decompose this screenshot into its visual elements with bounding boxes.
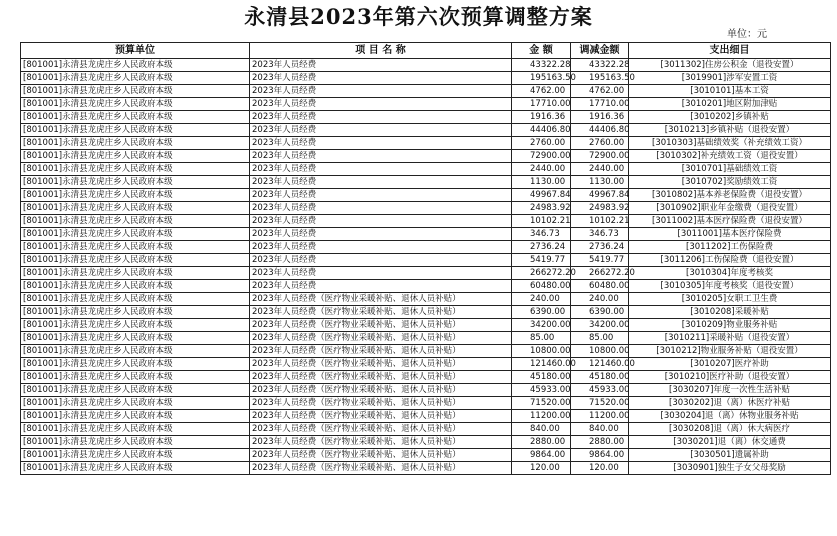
table-row — [21, 319, 831, 332]
table-row — [21, 384, 831, 397]
reduction-amount-cell: 2736.24 — [571, 241, 629, 254]
expense-detail-cell: [3030201]退（离）休交通费 — [629, 436, 831, 449]
project-name-cell: 2023年人员经费（医疗物业采暖补贴、退休人员补贴） — [250, 371, 512, 384]
project-name-cell: 2023年人员经费 — [250, 59, 512, 72]
table-row — [21, 241, 831, 254]
budget-unit-cell: [801001]永清县龙虎庄乡人民政府本级 — [21, 371, 250, 384]
amount-cell: 121460.00 — [512, 358, 571, 371]
expense-detail-cell: [3010305]年度考核奖（退役安置） — [629, 280, 831, 293]
reduction-amount-cell: 120.00 — [571, 462, 629, 475]
amount-cell: 10102.21 — [512, 215, 571, 228]
amount-cell: 17710.00 — [512, 98, 571, 111]
amount-cell: 45180.00 — [512, 371, 571, 384]
expense-detail-cell: [3019901]涉军安置工资 — [629, 72, 831, 85]
expense-detail-cell: [3010302]补充绩效工资（退役安置） — [629, 150, 831, 163]
table-body — [21, 59, 831, 475]
table-row — [21, 202, 831, 215]
project-name-cell: 2023年人员经费（医疗物业采暖补贴、退休人员补贴） — [250, 345, 512, 358]
table-row — [21, 293, 831, 306]
amount-cell: 1130.00 — [512, 176, 571, 189]
expense-detail-cell: [3010101]基本工资 — [629, 85, 831, 98]
budget-unit-cell: [801001]永清县龙虎庄乡人民政府本级 — [21, 280, 250, 293]
budget-unit-cell: [801001]永清县龙虎庄乡人民政府本级 — [21, 254, 250, 267]
reduction-amount-cell: 45933.00 — [571, 384, 629, 397]
project-name-cell: 2023年人员经费（医疗物业采暖补贴、退休人员补贴） — [250, 410, 512, 423]
amount-cell: 60480.00 — [512, 280, 571, 293]
budget-unit-cell: [801001]永清县龙虎庄乡人民政府本级 — [21, 345, 250, 358]
amount-cell: 44406.80 — [512, 124, 571, 137]
budget-adjustment-table — [20, 42, 831, 475]
project-name-cell: 2023年人员经费（医疗物业采暖补贴、退休人员补贴） — [250, 384, 512, 397]
amount-cell: 195163.50 — [512, 72, 571, 85]
budget-unit-cell: [801001]永清县龙虎庄乡人民政府本级 — [21, 111, 250, 124]
table-row — [21, 345, 831, 358]
project-name-cell: 2023年人员经费 — [250, 176, 512, 189]
table-row — [21, 72, 831, 85]
budget-unit-cell: [801001]永清县龙虎庄乡人民政府本级 — [21, 449, 250, 462]
expense-detail-cell: [3011002]基本医疗保险费（退役安置） — [629, 215, 831, 228]
project-name-cell: 2023年人员经费 — [250, 280, 512, 293]
project-name-cell: 2023年人员经费 — [250, 202, 512, 215]
table-row — [21, 371, 831, 384]
project-name-cell: 2023年人员经费（医疗物业采暖补贴、退休人员补贴） — [250, 397, 512, 410]
amount-cell: 9864.00 — [512, 449, 571, 462]
budget-unit-cell: [801001]永清县龙虎庄乡人民政府本级 — [21, 436, 250, 449]
table-row — [21, 98, 831, 111]
project-name-cell: 2023年人员经费 — [250, 111, 512, 124]
amount-cell: 71520.00 — [512, 397, 571, 410]
table-row — [21, 59, 831, 72]
reduction-amount-cell: 44406.80 — [571, 124, 629, 137]
reduction-amount-cell: 121460.00 — [571, 358, 629, 371]
amount-cell: 5419.77 — [512, 254, 571, 267]
expense-detail-cell: [3011302]住房公积金（退役安置） — [629, 59, 831, 72]
project-name-cell: 2023年人员经费（医疗物业采暖补贴、退休人员补贴） — [250, 358, 512, 371]
budget-unit-cell: [801001]永清县龙虎庄乡人民政府本级 — [21, 59, 250, 72]
expense-detail-cell: [3030208]退（离）休大病医疗 — [629, 423, 831, 436]
reduction-amount-cell: 24983.92 — [571, 202, 629, 215]
project-name-cell: 2023年人员经费 — [250, 137, 512, 150]
reduction-amount-cell: 9864.00 — [571, 449, 629, 462]
budget-unit-cell: [801001]永清县龙虎庄乡人民政府本级 — [21, 72, 250, 85]
project-name-cell: 2023年人员经费 — [250, 254, 512, 267]
project-name-cell: 2023年人员经费 — [250, 241, 512, 254]
project-name-cell: 2023年人员经费（医疗物业采暖补贴、退休人员补贴） — [250, 293, 512, 306]
expense-detail-cell: [3010902]职业年金缴费（退役安置） — [629, 202, 831, 215]
table-row — [21, 410, 831, 423]
budget-unit-cell: [801001]永清县龙虎庄乡人民政府本级 — [21, 267, 250, 280]
expense-detail-cell: [3030204]退（离）休物业服务补贴 — [629, 410, 831, 423]
table-row — [21, 228, 831, 241]
amount-cell: 2440.00 — [512, 163, 571, 176]
reduction-amount-cell: 49967.84 — [571, 189, 629, 202]
reduction-amount-cell: 840.00 — [571, 423, 629, 436]
amount-cell: 2760.00 — [512, 137, 571, 150]
budget-unit-cell: [801001]永清县龙虎庄乡人民政府本级 — [21, 163, 250, 176]
table-row — [21, 423, 831, 436]
document-title: 永清县2023年第六次预算调整方案 — [244, 4, 593, 29]
project-name-cell: 2023年人员经费（医疗物业采暖补贴、退休人员补贴） — [250, 423, 512, 436]
header-amount: 金 额 — [512, 43, 571, 59]
expense-detail-cell: [3010213]乡镇补贴（退役安置） — [629, 124, 831, 137]
expense-detail-cell: [3010202]乡镇补贴 — [629, 111, 831, 124]
project-name-cell: 2023年人员经费 — [250, 150, 512, 163]
project-name-cell: 2023年人员经费（医疗物业采暖补贴、退休人员补贴） — [250, 306, 512, 319]
amount-cell: 240.00 — [512, 293, 571, 306]
amount-cell: 49967.84 — [512, 189, 571, 202]
budget-unit-cell: [801001]永清县龙虎庄乡人民政府本级 — [21, 410, 250, 423]
project-name-cell: 2023年人员经费 — [250, 98, 512, 111]
table-row — [21, 306, 831, 319]
project-name-cell: 2023年人员经费 — [250, 267, 512, 280]
header-project-name: 项 目 名 称 — [250, 43, 512, 59]
table-row — [21, 397, 831, 410]
amount-cell: 11200.00 — [512, 410, 571, 423]
reduction-amount-cell: 2880.00 — [571, 436, 629, 449]
budget-unit-cell: [801001]永清县龙虎庄乡人民政府本级 — [21, 319, 250, 332]
expense-detail-cell: [3011206]工伤保险费（退役安置） — [629, 254, 831, 267]
table-header-row — [21, 43, 831, 59]
reduction-amount-cell: 6390.00 — [571, 306, 629, 319]
project-name-cell: 2023年人员经费 — [250, 72, 512, 85]
project-name-cell: 2023年人员经费 — [250, 215, 512, 228]
unit-label: 单位：元 — [727, 29, 767, 40]
reduction-amount-cell: 240.00 — [571, 293, 629, 306]
expense-detail-cell: [3030501]遗属补助 — [629, 449, 831, 462]
reduction-amount-cell: 10800.00 — [571, 345, 629, 358]
reduction-amount-cell: 85.00 — [571, 332, 629, 345]
reduction-amount-cell: 195163.50 — [571, 72, 629, 85]
amount-cell: 10800.00 — [512, 345, 571, 358]
amount-cell: 2736.24 — [512, 241, 571, 254]
header-expense-detail: 支出细目 — [629, 43, 831, 59]
reduction-amount-cell: 4762.00 — [571, 85, 629, 98]
project-name-cell: 2023年人员经费（医疗物业采暖补贴、退休人员补贴） — [250, 449, 512, 462]
budget-unit-cell: [801001]永清县龙虎庄乡人民政府本级 — [21, 241, 250, 254]
expense-detail-cell: [3010211]采暖补贴（退役安置） — [629, 332, 831, 345]
amount-cell: 6390.00 — [512, 306, 571, 319]
table-row — [21, 163, 831, 176]
amount-cell: 840.00 — [512, 423, 571, 436]
expense-detail-cell: [3030901]独生子女父母奖励 — [629, 462, 831, 475]
amount-cell: 72900.00 — [512, 150, 571, 163]
expense-detail-cell: [3011001]基本医疗保险费 — [629, 228, 831, 241]
table-row — [21, 137, 831, 150]
table-row — [21, 124, 831, 137]
expense-detail-cell: [3010205]女职工卫生费 — [629, 293, 831, 306]
budget-unit-cell: [801001]永清县龙虎庄乡人民政府本级 — [21, 423, 250, 436]
expense-detail-cell: [3010303]基础绩效奖（补充绩效工资） — [629, 137, 831, 150]
budget-unit-cell: [801001]永清县龙虎庄乡人民政府本级 — [21, 137, 250, 150]
header-budget-unit: 预算单位 — [21, 43, 250, 59]
reduction-amount-cell: 11200.00 — [571, 410, 629, 423]
budget-unit-cell: [801001]永清县龙虎庄乡人民政府本级 — [21, 98, 250, 111]
budget-unit-cell: [801001]永清县龙虎庄乡人民政府本级 — [21, 332, 250, 345]
amount-cell: 24983.92 — [512, 202, 571, 215]
budget-unit-cell: [801001]永清县龙虎庄乡人民政府本级 — [21, 150, 250, 163]
table-row — [21, 150, 831, 163]
table-row — [21, 85, 831, 98]
expense-detail-cell: [3010212]物业服务补贴（退役安置） — [629, 345, 831, 358]
reduction-amount-cell: 5419.77 — [571, 254, 629, 267]
budget-unit-cell: [801001]永清县龙虎庄乡人民政府本级 — [21, 358, 250, 371]
table-row — [21, 267, 831, 280]
budget-unit-cell: [801001]永清县龙虎庄乡人民政府本级 — [21, 384, 250, 397]
amount-cell: 120.00 — [512, 462, 571, 475]
expense-detail-cell: [3030202]退（离）休医疗补贴 — [629, 397, 831, 410]
table-row — [21, 449, 831, 462]
amount-cell: 4762.00 — [512, 85, 571, 98]
reduction-amount-cell: 10102.21 — [571, 215, 629, 228]
budget-unit-cell: [801001]永清县龙虎庄乡人民政府本级 — [21, 306, 250, 319]
budget-unit-cell: [801001]永清县龙虎庄乡人民政府本级 — [21, 228, 250, 241]
amount-cell: 346.73 — [512, 228, 571, 241]
amount-cell: 43322.28 — [512, 59, 571, 72]
expense-detail-cell: [3010802]基本养老保险费（退役安置） — [629, 189, 831, 202]
reduction-amount-cell: 266272.20 — [571, 267, 629, 280]
table-row — [21, 111, 831, 124]
header-reduction-amount: 调减金额 — [571, 43, 629, 59]
budget-unit-cell: [801001]永清县龙虎庄乡人民政府本级 — [21, 293, 250, 306]
expense-detail-cell: [3011202]工伤保险费 — [629, 241, 831, 254]
expense-detail-cell: [3010702]奖励绩效工资 — [629, 176, 831, 189]
table-row — [21, 358, 831, 371]
expense-detail-cell: [3010701]基础绩效工资 — [629, 163, 831, 176]
table-row — [21, 254, 831, 267]
expense-detail-cell: [3010201]地区附加津贴 — [629, 98, 831, 111]
table-row — [21, 462, 831, 475]
budget-unit-cell: [801001]永清县龙虎庄乡人民政府本级 — [21, 176, 250, 189]
reduction-amount-cell: 346.73 — [571, 228, 629, 241]
reduction-amount-cell: 1916.36 — [571, 111, 629, 124]
budget-unit-cell: [801001]永清县龙虎庄乡人民政府本级 — [21, 202, 250, 215]
amount-cell: 45933.00 — [512, 384, 571, 397]
table-row — [21, 189, 831, 202]
reduction-amount-cell: 71520.00 — [571, 397, 629, 410]
project-name-cell: 2023年人员经费 — [250, 228, 512, 241]
budget-unit-cell: [801001]永清县龙虎庄乡人民政府本级 — [21, 124, 250, 137]
expense-detail-cell: [3010207]医疗补助 — [629, 358, 831, 371]
amount-cell: 34200.00 — [512, 319, 571, 332]
reduction-amount-cell: 34200.00 — [571, 319, 629, 332]
reduction-amount-cell: 2440.00 — [571, 163, 629, 176]
reduction-amount-cell: 1130.00 — [571, 176, 629, 189]
expense-detail-cell: [3010304]年度考核奖 — [629, 267, 831, 280]
budget-unit-cell: [801001]永清县龙虎庄乡人民政府本级 — [21, 215, 250, 228]
reduction-amount-cell: 43322.28 — [571, 59, 629, 72]
project-name-cell: 2023年人员经费 — [250, 124, 512, 137]
project-name-cell: 2023年人员经费 — [250, 189, 512, 202]
amount-cell: 85.00 — [512, 332, 571, 345]
amount-cell: 2880.00 — [512, 436, 571, 449]
reduction-amount-cell: 60480.00 — [571, 280, 629, 293]
budget-unit-cell: [801001]永清县龙虎庄乡人民政府本级 — [21, 189, 250, 202]
budget-unit-cell: [801001]永清县龙虎庄乡人民政府本级 — [21, 462, 250, 475]
amount-cell: 1916.36 — [512, 111, 571, 124]
project-name-cell: 2023年人员经费 — [250, 85, 512, 98]
reduction-amount-cell: 2760.00 — [571, 137, 629, 150]
expense-detail-cell: [3010210]医疗补助（退役安置） — [629, 371, 831, 384]
budget-unit-cell: [801001]永清县龙虎庄乡人民政府本级 — [21, 85, 250, 98]
expense-detail-cell: [3010209]物业服务补贴 — [629, 319, 831, 332]
table-row — [21, 436, 831, 449]
table-row — [21, 215, 831, 228]
project-name-cell: 2023年人员经费（医疗物业采暖补贴、退休人员补贴） — [250, 319, 512, 332]
project-name-cell: 2023年人员经费 — [250, 163, 512, 176]
project-name-cell: 2023年人员经费（医疗物业采暖补贴、退休人员补贴） — [250, 332, 512, 345]
reduction-amount-cell: 17710.00 — [571, 98, 629, 111]
expense-detail-cell: [3030207]年度一次性生活补贴 — [629, 384, 831, 397]
reduction-amount-cell: 72900.00 — [571, 150, 629, 163]
project-name-cell: 2023年人员经费（医疗物业采暖补贴、退休人员补贴） — [250, 462, 512, 475]
expense-detail-cell: [3010208]采暖补贴 — [629, 306, 831, 319]
reduction-amount-cell: 45180.00 — [571, 371, 629, 384]
budget-unit-cell: [801001]永清县龙虎庄乡人民政府本级 — [21, 397, 250, 410]
table-row — [21, 280, 831, 293]
project-name-cell: 2023年人员经费（医疗物业采暖补贴、退休人员补贴） — [250, 436, 512, 449]
table-row — [21, 176, 831, 189]
table-row — [21, 332, 831, 345]
amount-cell: 266272.20 — [512, 267, 571, 280]
